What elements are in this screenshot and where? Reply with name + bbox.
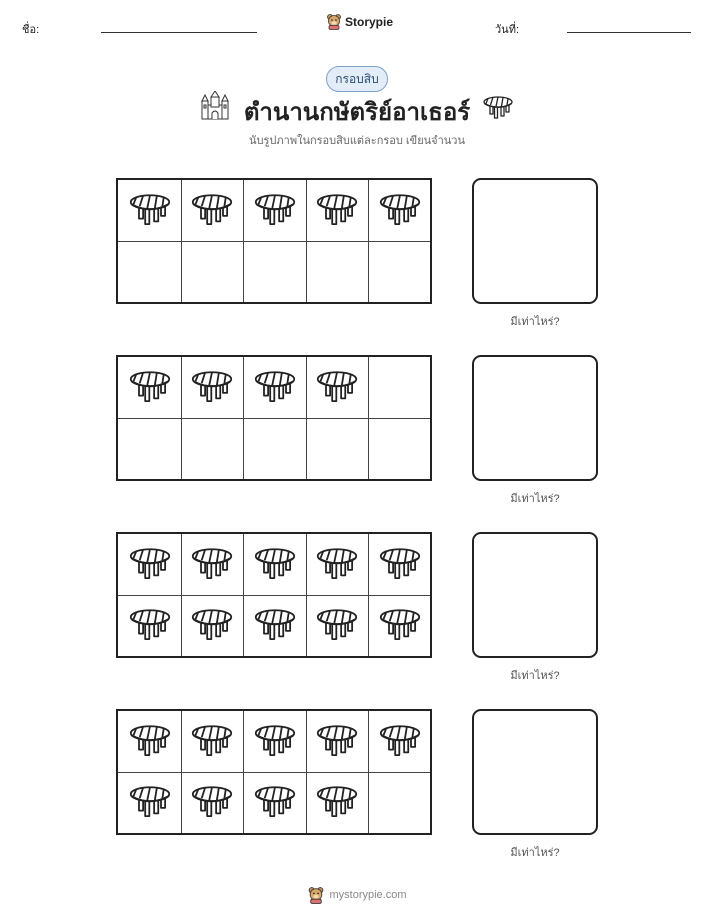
how-many-label: มีเท่าไหร่?	[510, 316, 560, 328]
wooden-stool-icon	[315, 722, 359, 763]
wooden-stool-icon	[190, 368, 234, 409]
ten-frame	[116, 178, 432, 304]
frame-cell	[118, 241, 181, 303]
worksheet-instructions: นับรูปภาพในกรอบสิบแต่ละกรอบ เขียนจำนวน	[249, 135, 465, 147]
frame-cell	[243, 241, 306, 303]
wooden-stool-icon	[253, 722, 297, 763]
ten-frame	[116, 355, 432, 481]
name-label: ชื่อ:	[22, 24, 40, 36]
brand	[326, 13, 393, 30]
wooden-stool-icon	[378, 191, 422, 232]
frame-cell	[306, 418, 369, 480]
worksheet-title: ตำนานกษัตริย์อาเธอร์	[243, 99, 471, 126]
frame-cell	[243, 595, 306, 657]
frame-cell	[368, 711, 431, 773]
frame-cell	[118, 772, 181, 834]
frame-cell	[243, 418, 306, 480]
wooden-stool-icon	[315, 191, 359, 232]
frame-cell	[181, 711, 244, 773]
frame-cell	[181, 595, 244, 657]
answer-box[interactable]	[472, 709, 598, 835]
wooden-stool-icon	[190, 191, 234, 232]
frame-cell	[368, 595, 431, 657]
wooden-stool-icon	[315, 368, 359, 409]
wooden-stool-icon	[315, 783, 359, 824]
wooden-stool-icon	[128, 722, 172, 763]
frame-cell	[243, 772, 306, 834]
wooden-stool-icon	[253, 368, 297, 409]
how-many-label: มีเท่าไหร่?	[510, 670, 560, 682]
wooden-stool-icon	[128, 606, 172, 647]
answer-box[interactable]	[472, 532, 598, 658]
frame-cell	[306, 534, 369, 596]
frame-cell	[368, 418, 431, 480]
frame-cell	[118, 180, 181, 242]
how-many-label: มีเท่าไหร่?	[510, 493, 560, 505]
frame-cell	[118, 595, 181, 657]
frame-cell	[306, 772, 369, 834]
answer-box[interactable]	[472, 178, 598, 304]
wooden-stool-icon	[128, 545, 172, 586]
frame-cell	[118, 711, 181, 773]
frame-cell	[181, 241, 244, 303]
wooden-stool-icon	[253, 783, 297, 824]
worksheet-type-badge: กรอบสิบ	[326, 66, 388, 92]
wooden-stool-icon	[378, 606, 422, 647]
ten-frame	[116, 532, 432, 658]
frame-cell	[243, 357, 306, 419]
date-label: วันที่:	[495, 24, 520, 36]
wooden-stool-icon	[128, 783, 172, 824]
frame-cell	[368, 180, 431, 242]
frame-cell	[181, 180, 244, 242]
wooden-stool-icon	[190, 722, 234, 763]
wooden-stool-icon	[378, 722, 422, 763]
wooden-stool-icon	[253, 191, 297, 232]
frame-cell	[181, 418, 244, 480]
name-line[interactable]	[101, 32, 257, 33]
frame-cell	[306, 711, 369, 773]
frame-cell	[243, 534, 306, 596]
wooden-stool-icon	[128, 191, 172, 232]
wooden-stool-icon	[315, 545, 359, 586]
frame-cell	[306, 357, 369, 419]
wooden-stool-icon	[128, 368, 172, 409]
frame-cell	[118, 534, 181, 596]
footer	[0, 886, 714, 904]
date-line[interactable]	[567, 32, 691, 33]
frame-cell	[181, 534, 244, 596]
ten-frame	[116, 709, 432, 835]
wooden-stool-icon	[253, 545, 297, 586]
frame-cell	[181, 772, 244, 834]
frame-cell	[368, 241, 431, 303]
wooden-stool-icon	[315, 606, 359, 647]
wooden-stool-icon	[190, 783, 234, 824]
wooden-stool-icon	[190, 545, 234, 586]
wooden-stool-icon	[190, 606, 234, 647]
answer-box[interactable]	[472, 355, 598, 481]
bear-mascot-icon	[307, 886, 325, 904]
frame-cell	[118, 418, 181, 480]
frame-cell	[306, 180, 369, 242]
frame-cell	[368, 534, 431, 596]
wooden-stool-icon	[482, 94, 514, 120]
frame-cell	[243, 711, 306, 773]
brand-name: Storypie	[345, 14, 394, 29]
frame-cell	[368, 772, 431, 834]
bear-mascot-icon	[326, 13, 342, 30]
how-many-label: มีเท่าไหร่?	[510, 847, 560, 859]
frame-cell	[243, 180, 306, 242]
wooden-stool-icon	[378, 545, 422, 586]
footer-url: mystorypie.com	[329, 889, 407, 901]
wooden-stool-icon	[253, 606, 297, 647]
frame-cell	[306, 241, 369, 303]
frame-cell	[118, 357, 181, 419]
frame-cell	[306, 595, 369, 657]
frame-cell	[181, 357, 244, 419]
frame-cell	[368, 357, 431, 419]
